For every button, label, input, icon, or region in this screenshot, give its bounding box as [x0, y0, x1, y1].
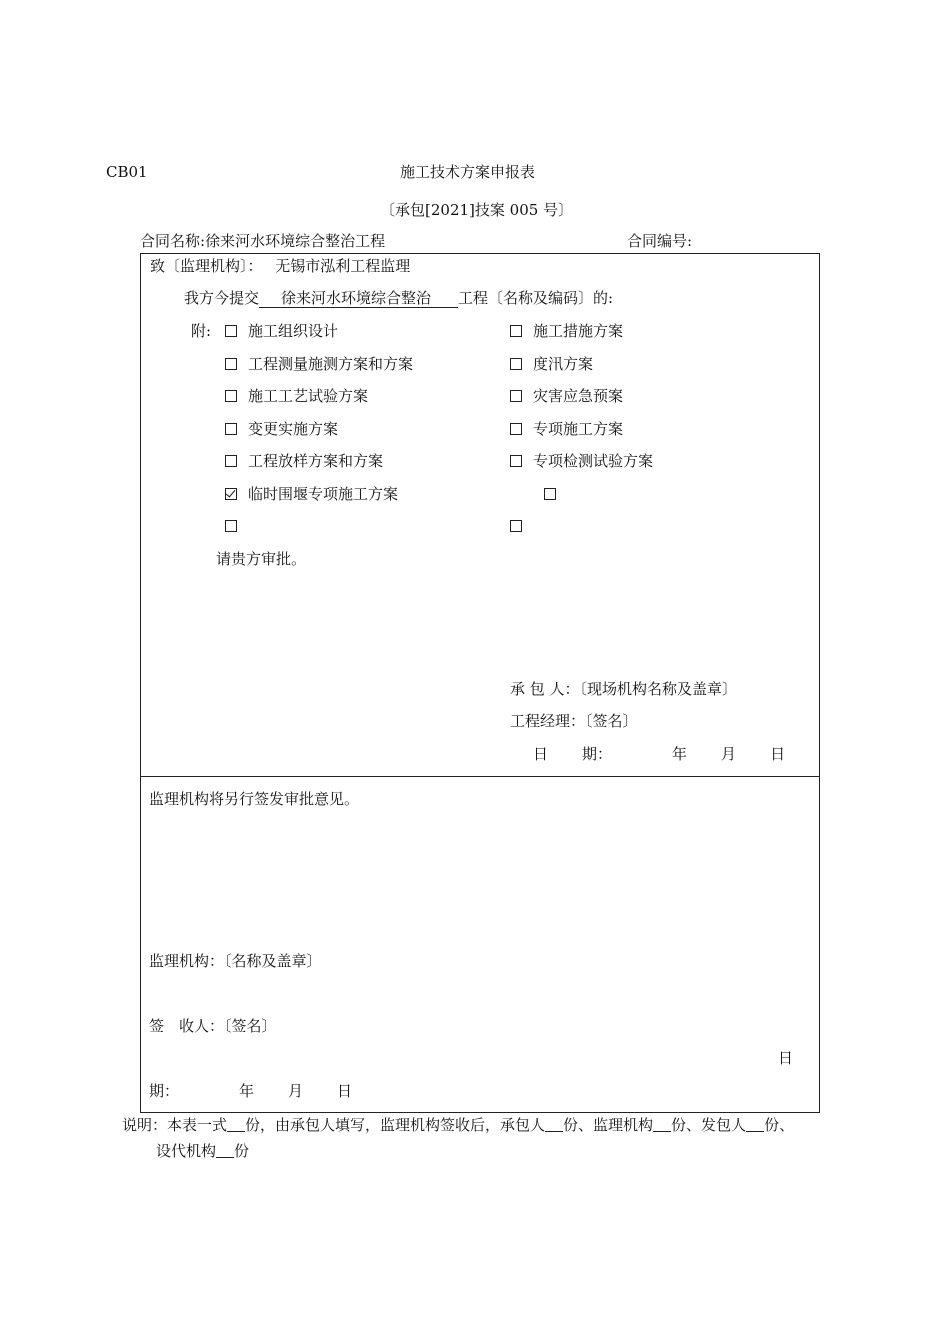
recipient-label: 致〔监理机构〕： [150, 257, 263, 275]
checkbox[interactable] [510, 423, 522, 435]
manager-signature-label: 工程经理：〔签名〕 [510, 712, 638, 730]
option-label: 工程测量施测方案和方案 [248, 355, 414, 373]
option-row[interactable] [225, 321, 338, 341]
footnote-text: 份、发包人 [671, 1116, 747, 1134]
form-code: CB01 [106, 163, 148, 181]
checkbox[interactable] [225, 455, 237, 467]
date-day-label: 日 [533, 745, 549, 763]
recipient-value: 无锡市泓利工程监理 [275, 257, 411, 275]
supervision-section [140, 776, 820, 1113]
option-label: 度汛方案 [533, 355, 594, 373]
footnote-text: 份 [234, 1142, 250, 1160]
option-label: 灾害应急预案 [533, 387, 624, 405]
contract-number-label: 合同编号: [627, 232, 693, 250]
checkbox[interactable] [510, 520, 522, 532]
option-label: 工程放样方案和方案 [248, 452, 384, 470]
recipient-row [150, 256, 410, 276]
date-period-label: 期： [582, 745, 613, 763]
option-label: 专项检测试验方案 [533, 452, 654, 470]
month-label: 月 [721, 745, 737, 763]
intro-suffix: 工程〔名称及编码〕的: [458, 289, 614, 307]
option-row[interactable] [225, 354, 413, 374]
checkbox[interactable] [510, 390, 522, 402]
option-label: 施工工艺试验方案 [248, 387, 369, 405]
date-period-label: 期： [149, 1082, 180, 1100]
day-label: 日 [770, 745, 786, 763]
checkbox[interactable] [510, 358, 522, 370]
supervision-date-row [149, 1081, 352, 1101]
contract-name-label: 合同名称: [140, 232, 206, 250]
checkbox[interactable] [510, 325, 522, 337]
checkbox[interactable] [225, 390, 237, 402]
checkbox[interactable] [225, 325, 237, 337]
contractor-signature-label: 承 包 人：〔现场机构名称及盖章〕 [510, 680, 738, 698]
option-row[interactable] [510, 516, 533, 536]
day-label: 日 [337, 1082, 353, 1100]
option-row[interactable] [510, 451, 653, 471]
option-row[interactable] [510, 419, 623, 439]
copies-blank[interactable] [227, 1117, 245, 1132]
option-label: 施工措施方案 [533, 322, 624, 340]
footnote-text: 说明：本表一式 [122, 1116, 228, 1134]
footnote-line-1 [122, 1115, 794, 1135]
checkbox[interactable] [225, 520, 237, 532]
option-row[interactable] [225, 484, 398, 504]
contract-name-value: 徐来河水环境综合整治工程 [205, 232, 386, 250]
year-label: 年 [672, 745, 688, 763]
option-row[interactable] [225, 516, 248, 536]
checkbox[interactable] [544, 488, 556, 500]
project-name-field[interactable]: 徐来河水环境综合整治 [259, 289, 458, 308]
option-row[interactable] [225, 451, 383, 471]
option-row[interactable] [510, 321, 623, 341]
option-row[interactable] [225, 419, 338, 439]
contract-name-row [140, 231, 385, 251]
document-number: 〔承包[2021]技案 005 号〕 [380, 201, 574, 219]
footnote-line-2 [156, 1141, 249, 1161]
option-label: 临时围堰专项施工方案 [248, 485, 399, 503]
submission-intro [184, 288, 613, 308]
approval-request: 请贵方审批。 [216, 550, 307, 568]
receiver-signature-label: 签 收人：〔签名〕 [149, 1017, 277, 1035]
checkbox[interactable] [225, 358, 237, 370]
copies-blank[interactable] [746, 1117, 764, 1132]
footnote-text: 设代机构 [156, 1142, 217, 1160]
attachment-label: 附: [191, 322, 212, 340]
checkbox[interactable] [510, 455, 522, 467]
checkbox-checked[interactable] [225, 488, 237, 500]
footnote-text: 份，由承包人填写，监理机构签收后，承包人 [245, 1116, 546, 1134]
year-label: 年 [239, 1082, 255, 1100]
form-title: 施工技术方案申报表 [400, 163, 536, 181]
footnote-text: 份、监理机构 [563, 1116, 654, 1134]
option-row[interactable] [510, 354, 593, 374]
option-row[interactable] [225, 386, 368, 406]
footnote-text: 份、 [764, 1116, 795, 1134]
checkbox[interactable] [225, 423, 237, 435]
submission-date-row [533, 744, 785, 764]
option-row[interactable] [510, 386, 623, 406]
supervision-org-label: 监理机构：〔名称及盖章〕 [149, 952, 322, 970]
copies-blank[interactable] [545, 1117, 563, 1132]
option-label: 变更实施方案 [248, 420, 339, 438]
copies-blank[interactable] [216, 1143, 234, 1158]
copies-blank[interactable] [653, 1117, 671, 1132]
option-label: 施工组织设计 [248, 322, 339, 340]
option-row[interactable] [544, 484, 567, 504]
supervision-opinion: 监理机构将另行签发审批意见。 [149, 790, 360, 808]
intro-prefix: 我方今提交 [184, 289, 260, 307]
option-label: 专项施工方案 [533, 420, 624, 438]
month-label: 月 [288, 1082, 304, 1100]
supervision-date-day-label: 日 [778, 1049, 794, 1067]
